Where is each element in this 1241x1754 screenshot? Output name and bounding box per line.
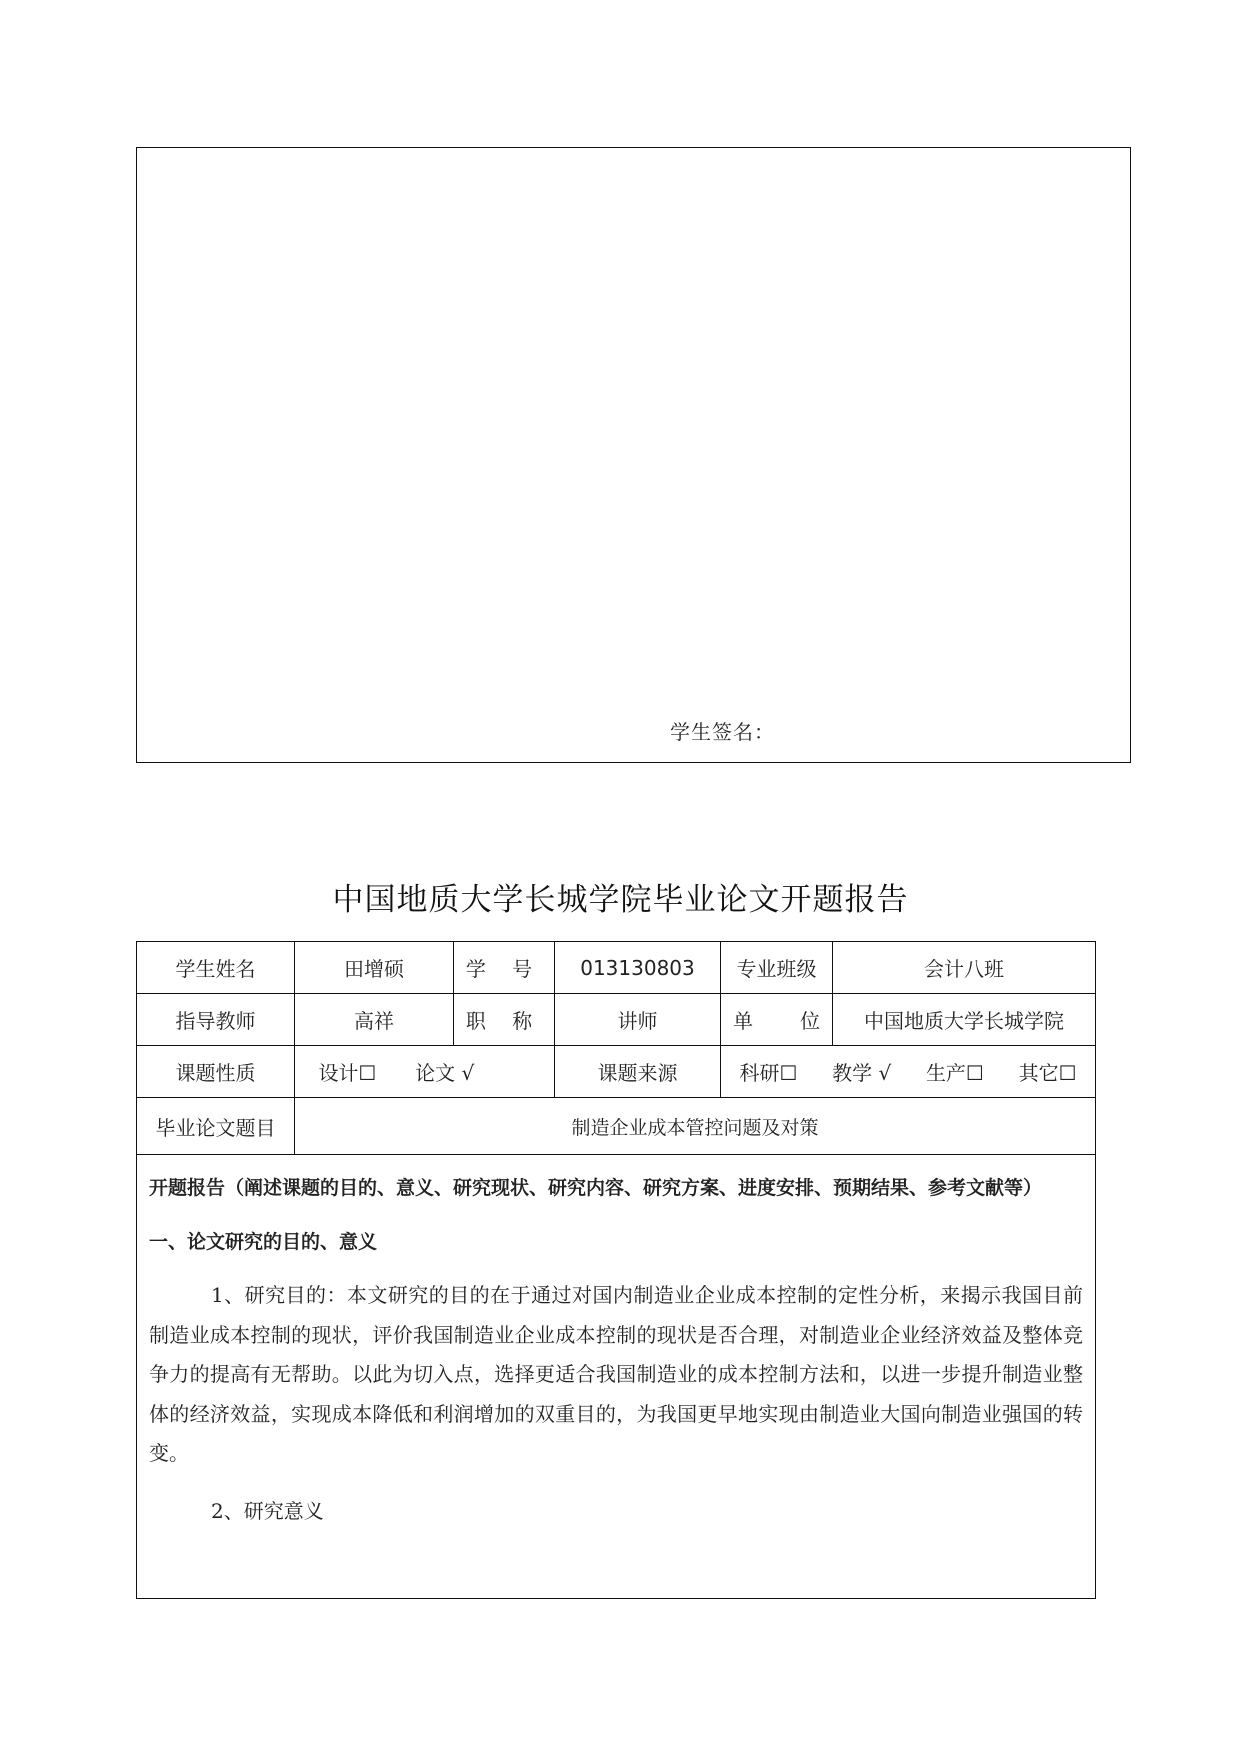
student-name-value: 田增硕 — [295, 942, 454, 994]
student-id-value: 013130803 — [555, 942, 721, 994]
nature-options — [295, 1046, 555, 1098]
unit-value: 中国地质大学长城学院 — [833, 994, 1096, 1046]
student-id-label: 学 号 — [454, 942, 555, 994]
nature-thesis-option: 论文 √ — [415, 1061, 475, 1085]
table-row — [137, 994, 1096, 1046]
nature-design-option: 设计☐ — [318, 1061, 377, 1085]
source-options — [721, 1046, 1096, 1098]
source-production-option: 生产☐ — [925, 1061, 984, 1085]
student-name-label: 学生姓名 — [137, 942, 295, 994]
unit-label-char-2: 位 — [800, 1009, 820, 1033]
student-signature-label: 学生签名： — [670, 720, 775, 744]
research-significance-heading: 2、研究意义 — [211, 1498, 324, 1523]
report-cell — [137, 1155, 1096, 1599]
table-row — [137, 1155, 1096, 1599]
signature-box — [136, 147, 1131, 763]
source-research-option: 科研☐ — [739, 1061, 798, 1085]
rank-label: 职 称 — [454, 994, 555, 1046]
topic-label: 毕业论文题目 — [137, 1098, 295, 1155]
unit-label-char-1: 单 — [733, 1009, 753, 1033]
advisor-value: 高祥 — [295, 994, 454, 1046]
research-purpose-paragraph: 1、研究目的：本文研究的目的在于通过对国内制造业企业成本控制的定性分析，来揭示我国目前制造业成本控制的现状，评价我国制造业企业成本控制的现状是否合理，对制造业企业经济效益及整体竞争力的提高有无帮助。以此为切入点，选择更适合我国制造业的成本控制方法和，以进一步提升制造业整体的经济效益，实现成本降低和利润增加的双重目的，为我国更早地实现由制造业大国向制造业强国的转变。 — [149, 1283, 1083, 1465]
report-heading: 开题报告（阐述课题的目的、意义、研究现状、研究内容、研究方案、进度安排、预期结果、参考文献等） — [149, 1177, 1043, 1199]
table-row — [137, 1046, 1096, 1098]
unit-label — [721, 994, 833, 1046]
section-title: 一、论文研究的目的、意义 — [149, 1231, 378, 1253]
table-row — [137, 1098, 1096, 1155]
rank-value: 讲师 — [555, 994, 721, 1046]
advisor-label: 指导教师 — [137, 994, 295, 1046]
class-value: 会计八班 — [833, 942, 1096, 994]
nature-label: 课题性质 — [137, 1046, 295, 1098]
topic-value: 制造企业成本管控问题及对策 — [295, 1098, 1096, 1155]
info-table — [136, 941, 1096, 1599]
page-title: 中国地质大学长城学院毕业论文开题报告 — [332, 882, 909, 918]
source-teaching-option: 教学 √ — [832, 1061, 892, 1085]
table-row — [137, 942, 1096, 994]
class-label: 专业班级 — [721, 942, 833, 994]
source-label: 课题来源 — [555, 1046, 721, 1098]
source-other-option: 其它☐ — [1018, 1061, 1077, 1085]
